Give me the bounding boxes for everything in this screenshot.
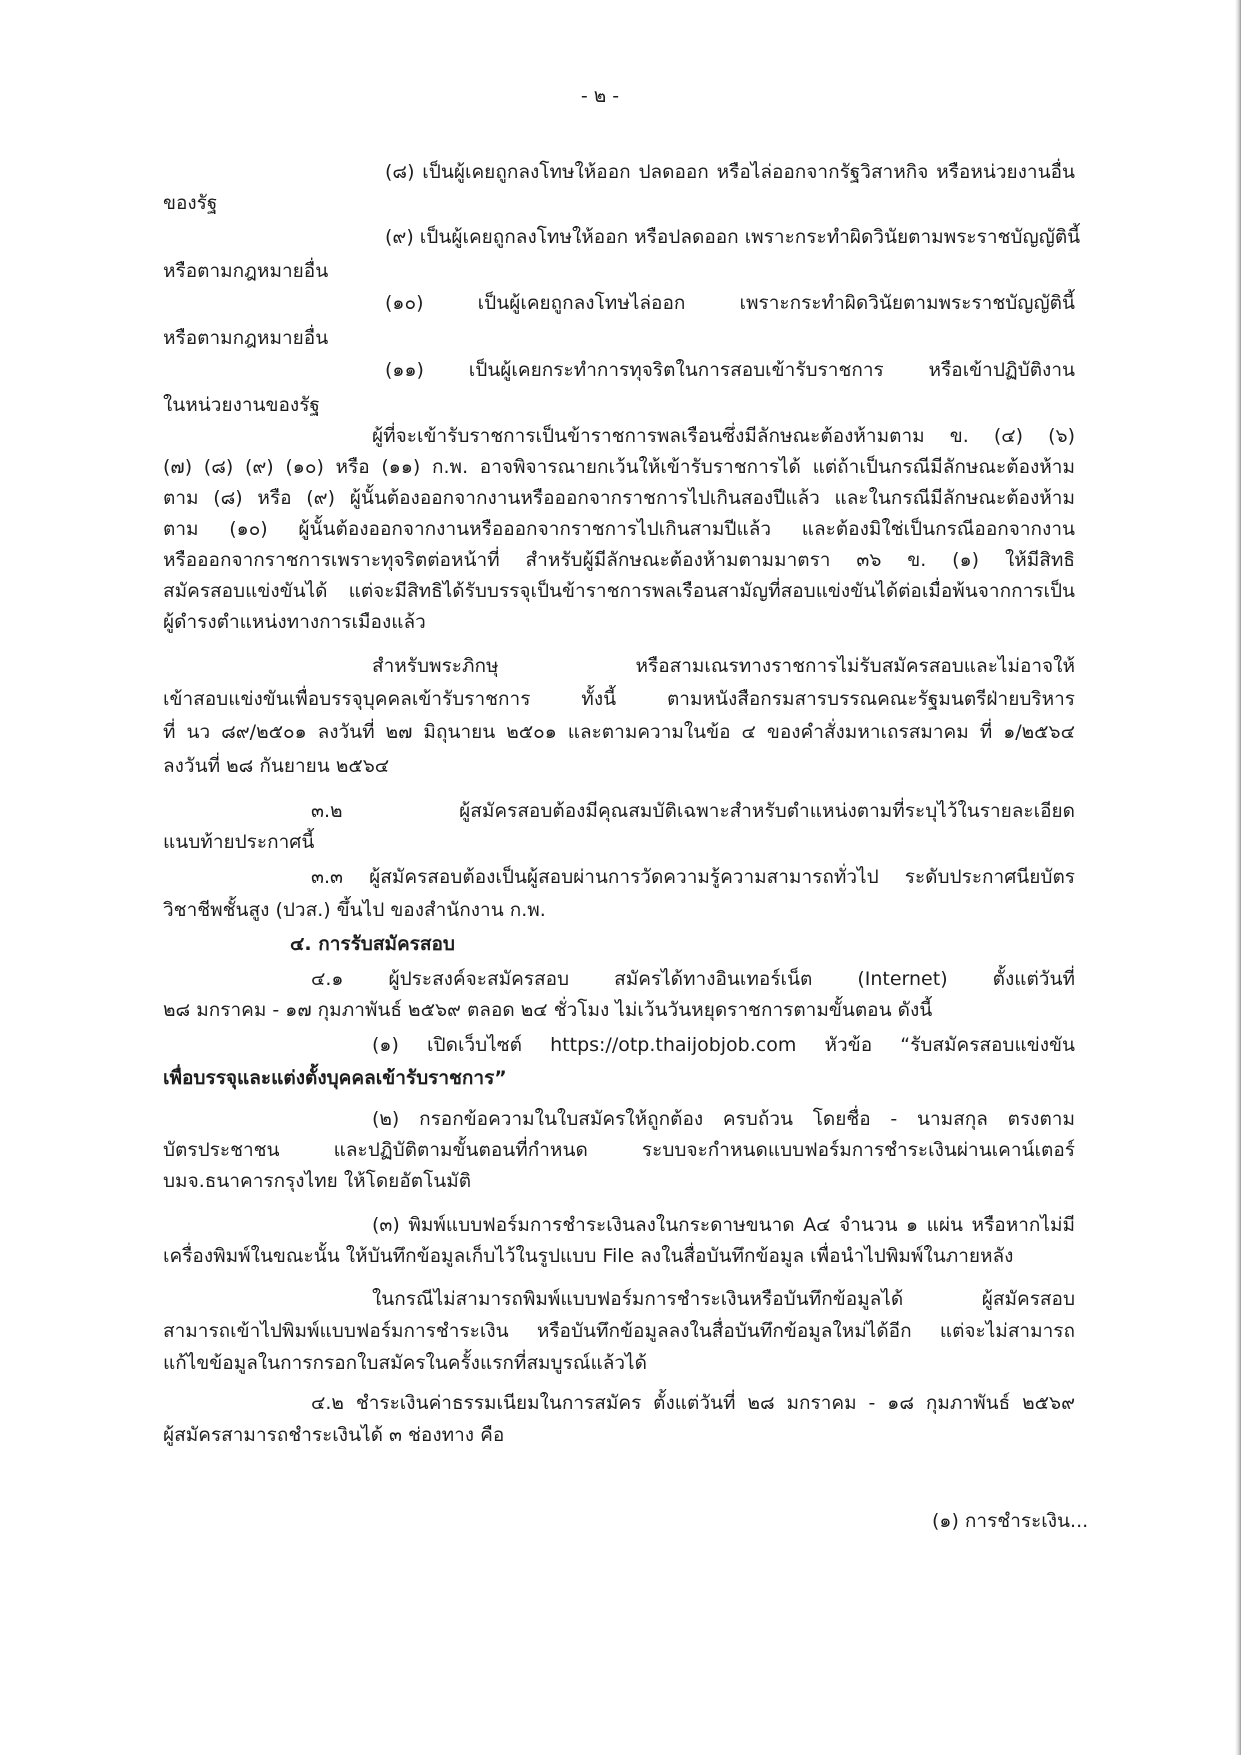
step-1-line-1: (๑) เปิดเว็บไซต์ https://otp.thaijobjob.com หัวข้อ “รับสมัครสอบแข่งขัน xyxy=(372,1034,1075,1056)
step-1-line-2: เพื่อบรรจุและแต่งตั้งบุคคลเข้ารับราชการ” xyxy=(163,1067,507,1089)
item-8-line-1: (๘) เป็นผู้เคยถูกลงโทษให้ออก ปลดออก หรือไล่ออกจากรัฐวิสาหกิจ หรือหน่วยงานอื่น xyxy=(385,161,1075,183)
clause-3-3-line-2: วิชาชีพชั้นสูง (ปวส.) ขึ้นไป ของสำนักงาน ก.พ. xyxy=(163,899,546,921)
step-3-line-1: (๓) พิมพ์แบบฟอร์มการชำระเงินลงในกระดาษขนาด A๔ จำนวน ๑ แผ่น หรือหากไม่มี xyxy=(372,1214,1075,1236)
monk-paragraph-line-1: สำหรับพระภิกษุ หรือสามเณรทางราชการไม่รับสมัครสอบและไม่อาจให้ xyxy=(372,655,1075,677)
item-10-line-2: หรือตามกฎหมายอื่น xyxy=(163,327,329,349)
exception-paragraph-line-1: ผู้ที่จะเข้ารับราชการเป็นข้าราชการพลเรือนซึ่งมีลักษณะต้องห้ามตาม ข. (๔) (๖) xyxy=(372,425,1075,447)
monk-paragraph-line-2: เข้าสอบแข่งขันเพื่อบรรจุบุคคลเข้ารับราชการ ทั้งนี้ ตามหนังสือกรมสารบรรณคณะรัฐมนตรีฝ่ายบริหาร xyxy=(163,688,1075,710)
item-9-line-2: หรือตามกฎหมายอื่น xyxy=(163,260,329,282)
exception-paragraph-line-6: สมัครสอบแข่งขันได้ แต่จะมีสิทธิได้รับบรรจุเป็นข้าราชการพลเรือนสามัญที่สอบแข่งขันได้ต่อเมื่อพ้นจากการเป็น xyxy=(163,580,1075,602)
fallback-paragraph-line-3: แก้ไขข้อมูลในการกรอกใบสมัครในครั้งแรกที่สมบูรณ์แล้วได้ xyxy=(163,1352,647,1374)
item-11-line-1: (๑๑) เป็นผู้เคยกระทำการทุจริตในการสอบเข้ารับราชการ หรือเข้าปฏิบัติงาน xyxy=(385,359,1075,381)
clause-3-2-line-1: ๓.๒ ผู้สมัครสอบต้องมีคุณสมบัติเฉพาะสำหรับตำแหน่งตามที่ระบุไว้ในรายละเอียด xyxy=(311,800,1075,822)
item-8-line-2: ของรัฐ xyxy=(163,192,218,214)
exception-paragraph-line-2: (๗) (๘) (๙) (๑๐) หรือ (๑๑) ก.พ. อาจพิจารณายกเว้นให้เข้ารับราชการได้ แต่ถ้าเป็นกรณีมีลักษณะต้องห้าม xyxy=(163,456,1075,478)
exception-paragraph-line-5: หรือออกจากราชการเพราะทุจริตต่อหน้าที่ สำหรับผู้มีลักษณะต้องห้ามตามมาตรา ๓๖ ข. (๑) ให้มีสิทธิ xyxy=(163,549,1075,571)
monk-paragraph-line-3: ที่ นว ๘๙/๒๕๐๑ ลงวันที่ ๒๗ มิถุนายน ๒๕๐๑ และตามความในข้อ ๔ ของคำสั่งมหาเถรสมาคม ที่ ๑/๒๕๖๔ xyxy=(163,721,1075,743)
section-4-heading: ๔. การรับสมัครสอบ xyxy=(290,933,455,955)
clause-4-1-line-2: ๒๘ มกราคม - ๑๗ กุมภาพันธ์ ๒๕๖๙ ตลอด ๒๔ ชั่วโมง ไม่เว้นวันหยุดราชการตามขั้นตอน ดังนี้ xyxy=(163,999,933,1021)
clause-4-2-line-2: ผู้สมัครสามารถชำระเงินได้ ๓ ช่องทาง คือ xyxy=(163,1424,505,1446)
exception-paragraph-line-4: ตาม (๑๐) ผู้นั้นต้องออกจากงานหรือออกจากราชการไปเกินสามปีแล้ว และต้องมิใช่เป็นกรณีออกจากงาน xyxy=(163,518,1075,540)
item-9-line-1: (๙) เป็นผู้เคยถูกลงโทษให้ออก หรือปลดออก เพราะกระทำผิดวินัยตามพระราชบัญญัตินี้ xyxy=(385,226,1081,248)
exception-paragraph-line-3: ตาม (๘) หรือ (๙) ผู้นั้นต้องออกจากงานหรือออกจากราชการไปเกินสองปีแล้ว และในกรณีมีลักษณะต้องห้าม xyxy=(163,487,1075,509)
step-2-line-1: (๒) กรอกข้อความในใบสมัครให้ถูกต้อง ครบถ้วน โดยชื่อ - นามสกุล ตรงตาม xyxy=(372,1108,1075,1130)
fallback-paragraph-line-2: สามารถเข้าไปพิมพ์แบบฟอร์มการชำระเงิน หรือบันทึกข้อมูลลงในสื่อบันทึกข้อมูลใหม่ได้อีก แต่จะไม่สามารถ xyxy=(163,1320,1075,1342)
clause-3-2-line-2: แนบท้ายประกาศนี้ xyxy=(163,831,315,853)
page-number: - ๒ - xyxy=(580,85,620,107)
clause-4-1-line-1: ๔.๑ ผู้ประสงค์จะสมัครสอบ สมัครได้ทางอินเทอร์เน็ต (Internet) ตั้งแต่วันที่ xyxy=(311,968,1075,990)
clause-3-3-line-1: ๓.๓ ผู้สมัครสอบต้องเป็นผู้สอบผ่านการวัดความรู้ความสามารถทั่วไป ระดับประกาศนียบัตร xyxy=(311,866,1075,888)
exception-paragraph-line-7: ผู้ดำรงตำแหน่งทางการเมืองแล้ว xyxy=(163,611,426,633)
item-11-line-2: ในหน่วยงานของรัฐ xyxy=(163,394,320,416)
scan-edge-shadow xyxy=(1235,0,1241,1755)
step-2-line-3: บมจ.ธนาคารกรุงไทย ให้โดยอัตโนมัติ xyxy=(163,1170,472,1192)
fallback-paragraph-line-1: ในกรณีไม่สามารถพิมพ์แบบฟอร์มการชำระเงินหรือบันทึกข้อมูลได้ ผู้สมัครสอบ xyxy=(372,1288,1075,1310)
continuation-marker: (๑) การชำระเงิน... xyxy=(932,1510,1089,1532)
monk-paragraph-line-4: ลงวันที่ ๒๘ กันยายน ๒๕๖๔ xyxy=(163,755,390,777)
step-3-line-2: เครื่องพิมพ์ในขณะนั้น ให้บันทึกข้อมูลเก็บไว้ในรูปแบบ File ลงในสื่อบันทึกข้อมูล เพื่อนำไปพิมพ์ในภายหลัง xyxy=(163,1245,1014,1267)
clause-4-2-line-1: ๔.๒ ชำระเงินค่าธรรมเนียมในการสมัคร ตั้งแต่วันที่ ๒๘ มกราคม - ๑๘ กุมภาพันธ์ ๒๕๖๙ xyxy=(311,1392,1075,1414)
step-2-line-2: บัตรประชาชน และปฏิบัติตามขั้นตอนที่กำหนด ระบบจะกำหนดแบบฟอร์มการชำระเงินผ่านเคาน์เตอร์ xyxy=(163,1139,1075,1161)
item-10-line-1: (๑๐) เป็นผู้เคยถูกลงโทษไล่ออก เพราะกระทำผิดวินัยตามพระราชบัญญัตินี้ xyxy=(385,292,1075,314)
